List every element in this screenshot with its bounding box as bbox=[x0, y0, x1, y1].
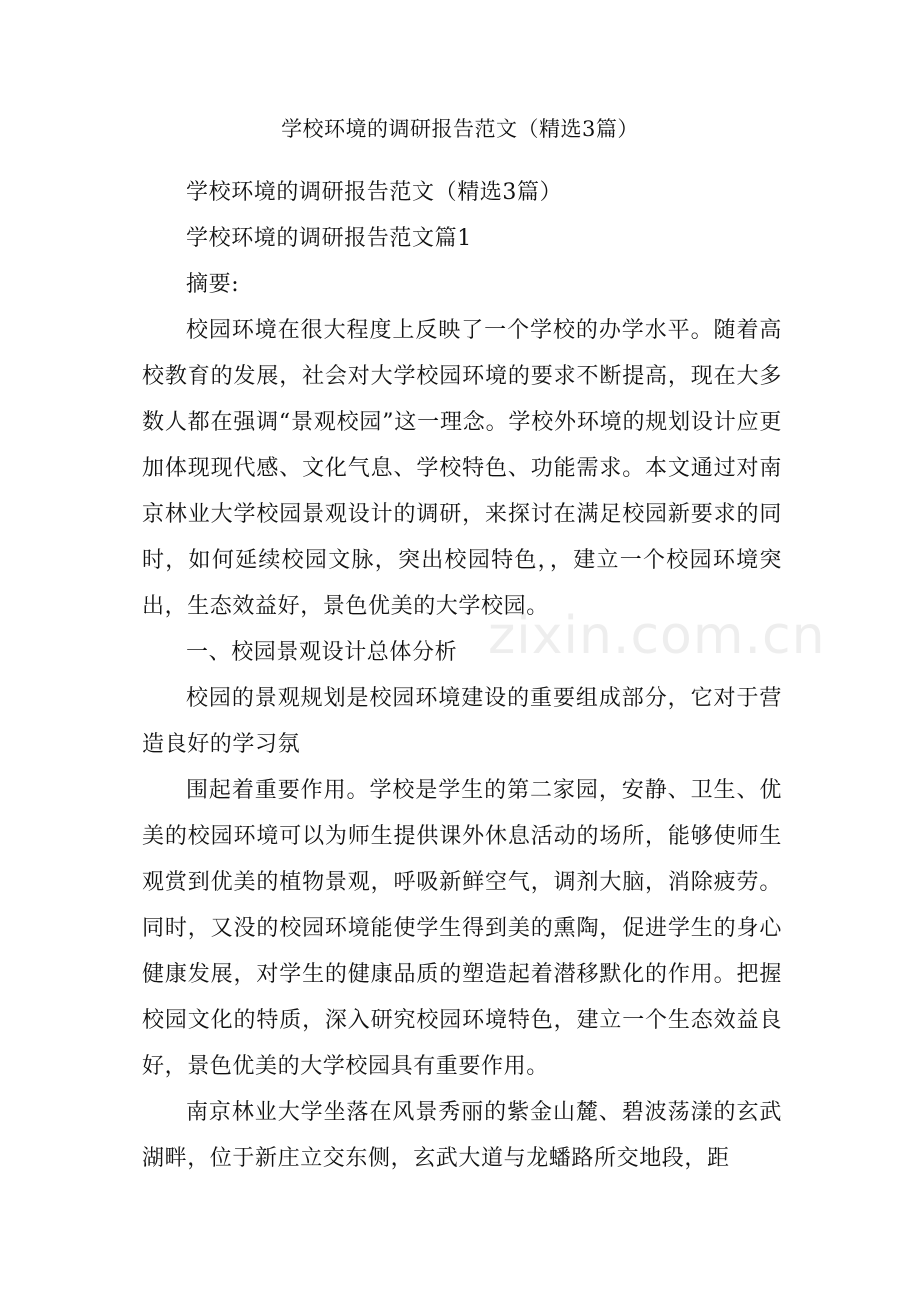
body-paragraph: 校园的景观规划是校园环境建设的重要组成部分，它对于营造良好的学习氛 bbox=[142, 686, 782, 757]
subtitle-paragraph: 学校环境的调研报告范文（精选3篇） bbox=[186, 180, 563, 205]
watermark: zixin.com.cn bbox=[488, 606, 826, 666]
document-title: 学校环境的调研报告范文（精选3篇） bbox=[281, 117, 639, 141]
body-paragraph: 南京林业大学坐落在风景秀丽的紫金山麓、碧波荡漾的玄武湖畔，位于新庄立交东侧，玄武大道与龙蟠路所交地段，距 bbox=[142, 1100, 782, 1171]
section-heading-paragraph: 学校环境的调研报告范文篇1 bbox=[186, 226, 472, 251]
body-paragraph: 围起着重要作用。学校是学生的第二家园，安静、卫生、优美的校园环境可以为师生提供课外休息活动的场所，能够使师生观赏到优美的植物景观，呼吸新鲜空气，调剂大脑，消除疲劳。同时，又没的校园环境能使学生得到美的熏陶，促进学生的身心健康发展，对学生的健康品质的塑造起着潜移默化的作用。把握校园文化的特质，深入研究校园环境特色，建立一个生态效益良好，景色优美的大学校园具有重要作用。 bbox=[142, 778, 782, 1079]
document-body bbox=[142, 170, 782, 1182]
abstract-paragraph: 校园环境在很大程度上反映了一个学校的办学水平。随着高校教育的发展，社会对大学校园环境的要求不断提高，现在大多数人都在强调“景观校园”这一理念。学校外环境的规划设计应更加体现现代感、文化气息、学校特色、功能需求。本文通过对南京林业大学校园景观设计的调研，来探讨在满足校园新要求的同时，如何延续校园文脉，突出校园特色，，建立一个校园环境突出，生态效益好，景色优美的大学校园。 bbox=[142, 318, 782, 619]
chapter-heading-paragraph: 一、校园景观设计总体分析 bbox=[186, 640, 458, 665]
abstract-label-paragraph: 摘要: bbox=[186, 272, 240, 297]
